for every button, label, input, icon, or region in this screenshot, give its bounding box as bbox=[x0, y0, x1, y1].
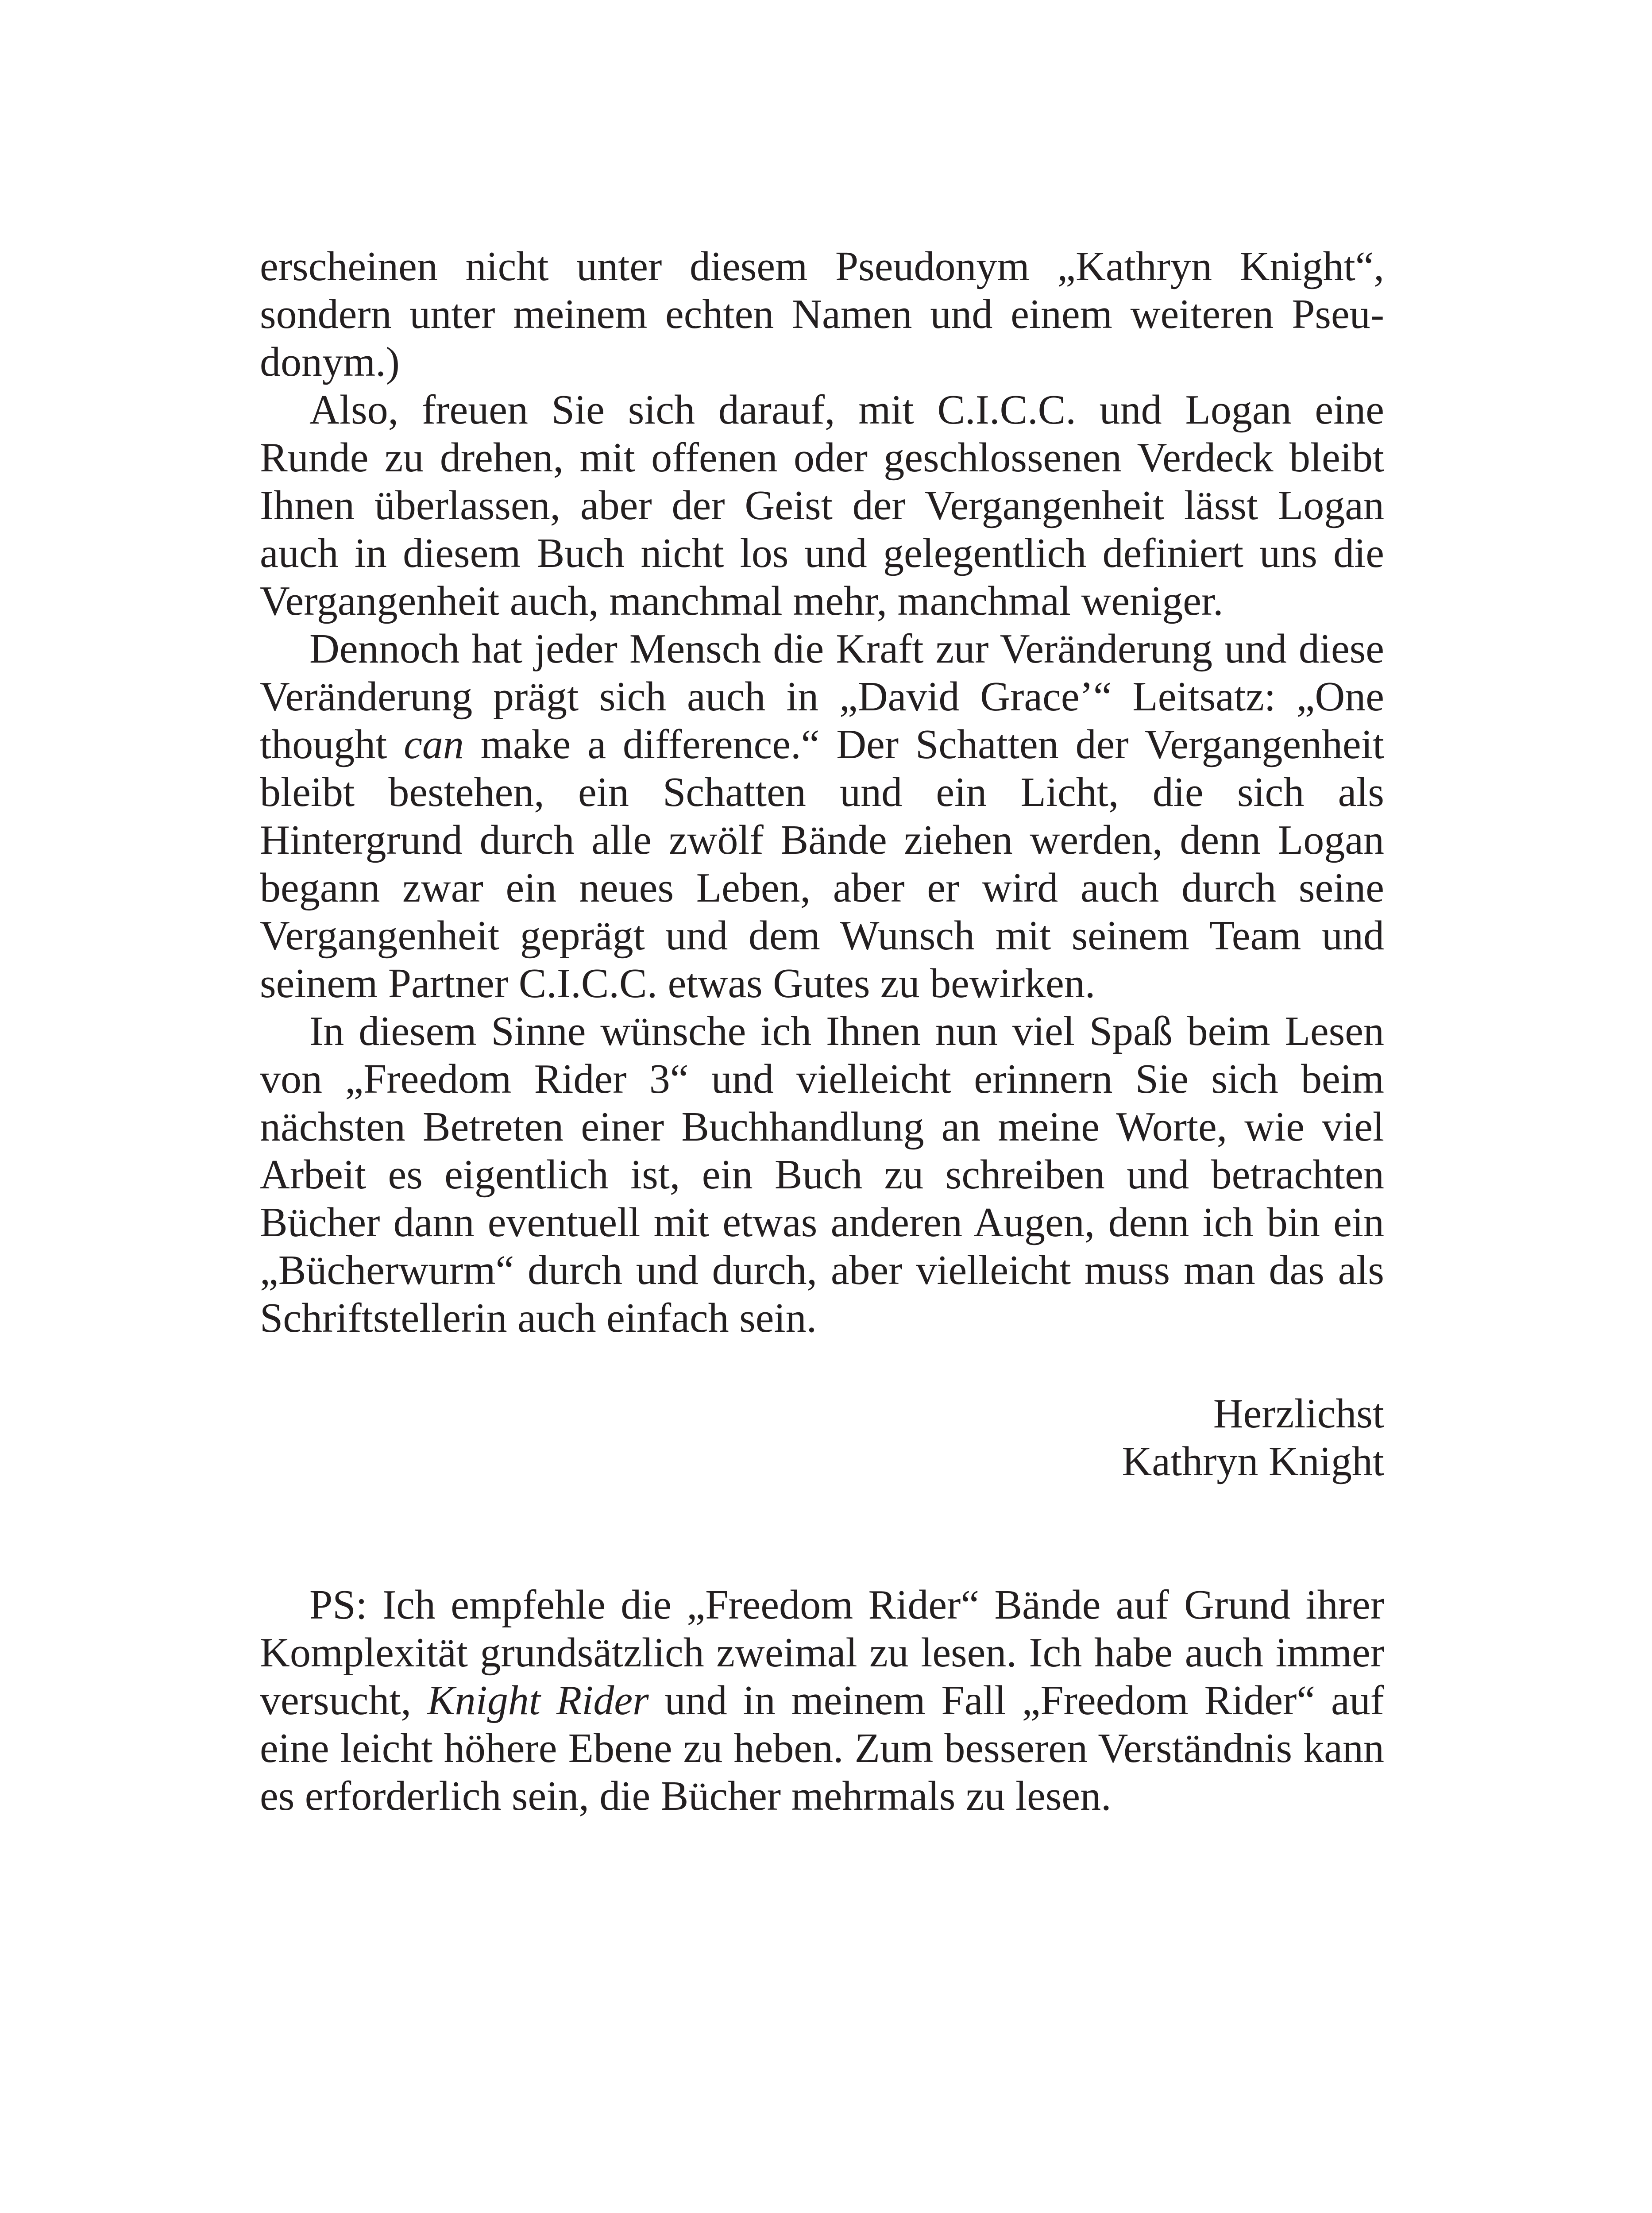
paragraph-text-part: Dennoch hat jeder Mensch die Kraft zur Veränderung und diese Veränderung prägt sich auch in „David Grace’“ Leitsatz: „One thought bbox=[260, 626, 1384, 767]
page-text-block bbox=[260, 243, 1384, 1820]
paragraph-text: erscheinen nicht unter diesem Pseudonym „Kathryn Knight“, sondern unter meinem echten Namen und einem weiteren Pseudonym.) bbox=[260, 243, 1384, 385]
paragraph-veraenderung bbox=[260, 625, 1384, 1007]
emphasis-text: Knight Rider bbox=[427, 1677, 649, 1723]
paragraph-text: In diesem Sinne wünsche ich Ihnen nun viel Spaß beim Lesen von „Freedom Rider 3“ und vielleicht erinnern Sie sich beim nächsten Betreten einer Buchhandlung an meine Worte, wie viel Arbeit es eigentlich ist, ein Buch zu schreiben und betrachten Bücher dann eventuell mit etwas anderen Augen, denn ich bin ein „Bücherwurm“ durch und durch, aber vielleicht muss man das als Schriftstellerin auch einfach sein. bbox=[260, 1008, 1384, 1341]
emphasis-text: can bbox=[404, 721, 464, 767]
paragraph-text: Also, freuen Sie sich darauf, mit C.I.C.C. und Logan eine Runde zu drehen, mit offenen oder geschlossenen Verdeck bleibt Ihnen überlassen, aber der Geist der Vergangenheit lässt Logan auch in diesem Buch nicht los und gelegentlich definiert uns die Vergangenheit auch, manchmal mehr, manchmal weniger. bbox=[260, 387, 1384, 624]
paragraph-continuation bbox=[260, 243, 1384, 386]
paragraph-text-part: make a difference.“ Der Schatten der Vergangenheit bleibt bestehen, ein Schatten und ein Licht, die sich als Hintergrund durch alle zwölf Bände ziehen werden, denn Logan begann zwar ein neues Leben, aber er wird auch durch seine Vergangenheit geprägt und dem Wunsch mit seinem Team und seinem Partner C.I.C.C. etwas Gutes zu bewirken. bbox=[260, 721, 1384, 1006]
paragraph-freedom-rider-3 bbox=[260, 1007, 1384, 1342]
paragraph-cicc-logan bbox=[260, 386, 1384, 625]
closing-line: Herzlichst bbox=[1213, 1391, 1384, 1437]
signoff bbox=[260, 1390, 1384, 1485]
postscript-text-part: PS: Ich empfehle die „Freedom Rider“ Bände auf Grund ihrer Komplexität grundsätzlich zweimal zu lesen. Ich habe auch immer versucht, bbox=[260, 1582, 1384, 1723]
postscript bbox=[260, 1581, 1384, 1820]
postscript-text-part: und in meinem Fall „Freedom Rider“ auf eine leicht höhere Ebene zu heben. Zum besseren Verständnis kann es erforderlich sein, die Bücher mehrmals zu lesen. bbox=[260, 1677, 1384, 1819]
author-name: Kathryn Knight bbox=[1122, 1438, 1384, 1484]
